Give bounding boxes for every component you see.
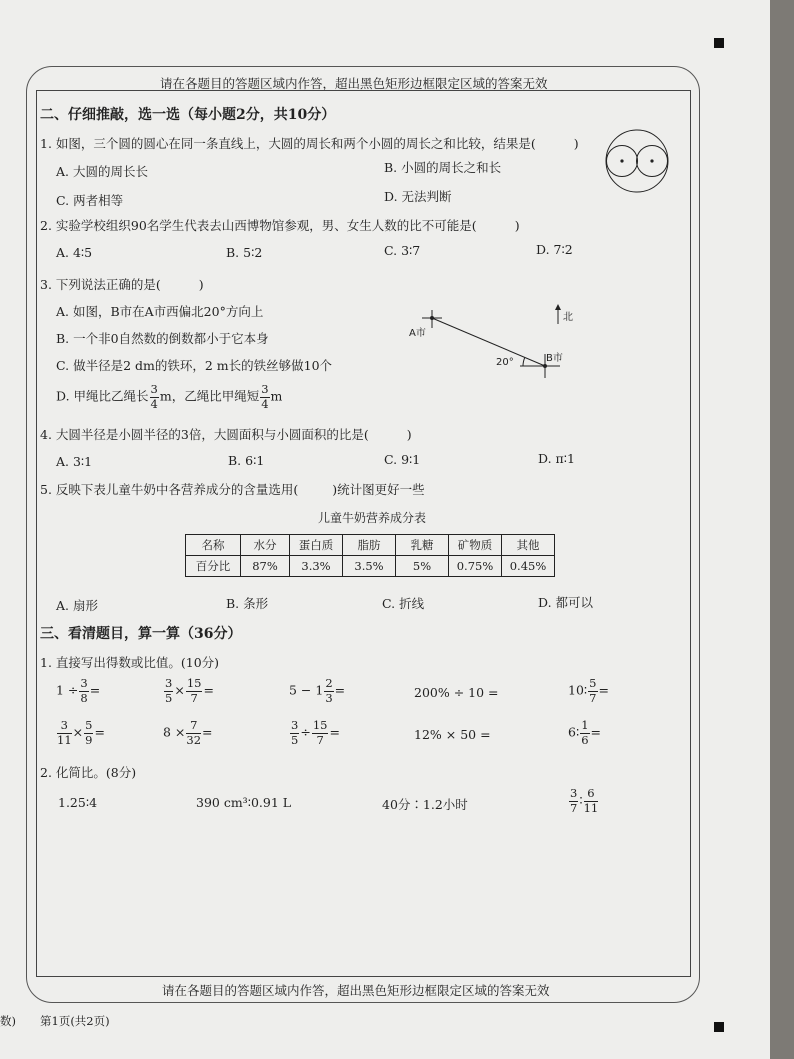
- q5-stem: 5. 反映下表儿童牛奶中各营养成分的含量选用( )统计图更好一些: [40, 482, 425, 497]
- section2-title: 二、仔细推敲，选一选（每小题2分，共10分）: [40, 107, 336, 123]
- point-b: [543, 364, 547, 368]
- calc-5: 10∶ $\frac{5}{7}$ =: [568, 676, 609, 705]
- q2-option-d[interactable]: D. 7∶2: [536, 242, 573, 257]
- table-cell: 0.75%: [449, 556, 502, 577]
- table-header-cell: 其他: [502, 535, 555, 556]
- b-city-label: B市: [546, 353, 563, 364]
- footer-fragment: 数): [0, 1014, 16, 1028]
- p1-title: 1. 直接写出得数或比值。(10分): [40, 655, 220, 670]
- table-header-cell: 名称: [186, 535, 241, 556]
- p2-title: 2. 化简比。(8分): [40, 765, 137, 780]
- q4-option-a[interactable]: A. 3∶1: [56, 454, 93, 469]
- calc-10: 6∶ $\frac{1}{6}$ =: [568, 718, 602, 747]
- table-cell: 3.3%: [290, 556, 343, 577]
- footer-note: 请在各题目的答题区域内作答，超出黑色矩形边框限定区域的答案无效: [162, 983, 550, 998]
- calc-4: 200% ÷ 10 =: [414, 685, 499, 700]
- calc-6: $\frac{3}{11}$ × $\frac{5}{9}$ =: [57, 718, 105, 747]
- q1-option-a[interactable]: A. 大圆的周长长: [56, 164, 148, 179]
- ratio-3: 40分∶1.2小时: [382, 797, 468, 812]
- ratio-1: 1.25∶4: [58, 795, 98, 810]
- q3-stem: 3. 下列说法正确的是( ): [40, 277, 204, 292]
- q1-option-c[interactable]: C. 两者相等: [56, 193, 124, 208]
- q2-stem: 2. 实验学校组织90名学生代表去山西博物馆参观，男、女生人数的比不可能是( ): [40, 218, 520, 233]
- direction-figure: [400, 300, 590, 380]
- ratio-2: 390 cm³∶0.91 L: [196, 795, 292, 810]
- calc-8: $\frac{3}{5}$ ÷ $\frac{15}{7}$ =: [291, 718, 340, 747]
- north-arrow-head: [555, 304, 561, 310]
- north-label: 北: [563, 312, 573, 323]
- calc-3: 5 − 1 $\frac{2}{3}$ =: [289, 676, 346, 705]
- table-header-cell: 水分: [241, 535, 290, 556]
- q4-stem: 4. 大圆半径是小圆半径的3倍，大圆面积与小圆面积的比是( ): [40, 427, 412, 442]
- q4-option-c[interactable]: C. 9∶1: [384, 452, 421, 467]
- header-note: 请在各题目的答题区域内作答，超出黑色矩形边框限定区域的答案无效: [160, 76, 548, 91]
- q5-option-d[interactable]: D. 都可以: [538, 595, 594, 610]
- q1-option-d[interactable]: D. 无法判断: [384, 189, 452, 204]
- table-cell: 5%: [396, 556, 449, 577]
- q3-option-b[interactable]: B. 一个非0自然数的倒数都小于它本身: [56, 331, 269, 346]
- table-cell: 百分比: [186, 556, 241, 577]
- registration-mark-bottom: [714, 1022, 724, 1032]
- registration-mark-top: [714, 38, 724, 48]
- calc-9: 12% × 50 =: [414, 727, 491, 742]
- q3-option-d[interactable]: D. 甲绳比乙绳长 $\frac{3}{4}$ m，乙绳比甲绳短 $\frac{3}{4}$ m: [56, 382, 283, 411]
- q2-option-c[interactable]: C. 3∶7: [384, 243, 421, 258]
- q1-option-b[interactable]: B. 小圆的周长之和长: [384, 160, 502, 175]
- table-cell: 3.5%: [343, 556, 396, 577]
- q5-option-c[interactable]: C. 折线: [382, 596, 425, 611]
- section3-title: 三、看清题目，算一算（36分）: [40, 626, 242, 642]
- table-row: [186, 556, 555, 577]
- q2-option-b[interactable]: B. 5∶2: [226, 245, 263, 260]
- center-dot-left: [620, 159, 623, 162]
- q4-option-b[interactable]: B. 6∶1: [228, 453, 265, 468]
- q3-option-a[interactable]: A. 如图，B市在A市西偏北20°方向上: [56, 304, 264, 319]
- table-header-cell: 蛋白质: [290, 535, 343, 556]
- ab-line: [432, 318, 545, 366]
- table-cell: 87%: [241, 556, 290, 577]
- table-header-cell: 矿物质: [449, 535, 502, 556]
- nutrition-table: [185, 534, 555, 577]
- angle-arc: [523, 357, 525, 366]
- ratio-4: $\frac{3}{7}$ ∶ $\frac{6}{11}$: [570, 786, 599, 815]
- q5-option-b[interactable]: B. 条形: [226, 596, 269, 611]
- point-a: [430, 316, 434, 320]
- table-header-cell: 脂肪: [343, 535, 396, 556]
- page-number: 第1页(共2页): [40, 1014, 110, 1028]
- table-cell: 0.45%: [502, 556, 555, 577]
- table-header-cell: 乳糖: [396, 535, 449, 556]
- q2-option-a[interactable]: A. 4∶5: [56, 245, 93, 260]
- q1-stem: 1. 如图，三个圆的圆心在同一条直线上，大圆的周长和两个小圆的周长之和比较，结果是( ): [40, 136, 579, 151]
- three-circles-figure: [600, 128, 674, 194]
- center-dot-right: [650, 159, 653, 162]
- angle-label: 20°: [496, 357, 514, 368]
- calc-1: 1 ÷ $\frac{3}{8}$ =: [56, 676, 101, 705]
- q3-option-c[interactable]: C. 做半径是2 dm的铁环，2 m长的铁丝够做10个: [56, 358, 333, 373]
- calc-7: 8 × $\frac{7}{32}$ =: [163, 718, 213, 747]
- a-city-label: A市: [409, 328, 426, 339]
- q5-option-a[interactable]: A. 扇形: [56, 598, 98, 613]
- nutrition-table-title: 儿童牛奶营养成分表: [318, 511, 427, 525]
- calc-2: $\frac{3}{5}$ × $\frac{15}{7}$ =: [165, 676, 214, 705]
- table-header-row: [186, 535, 555, 556]
- q4-option-d[interactable]: D. π∶1: [538, 451, 575, 466]
